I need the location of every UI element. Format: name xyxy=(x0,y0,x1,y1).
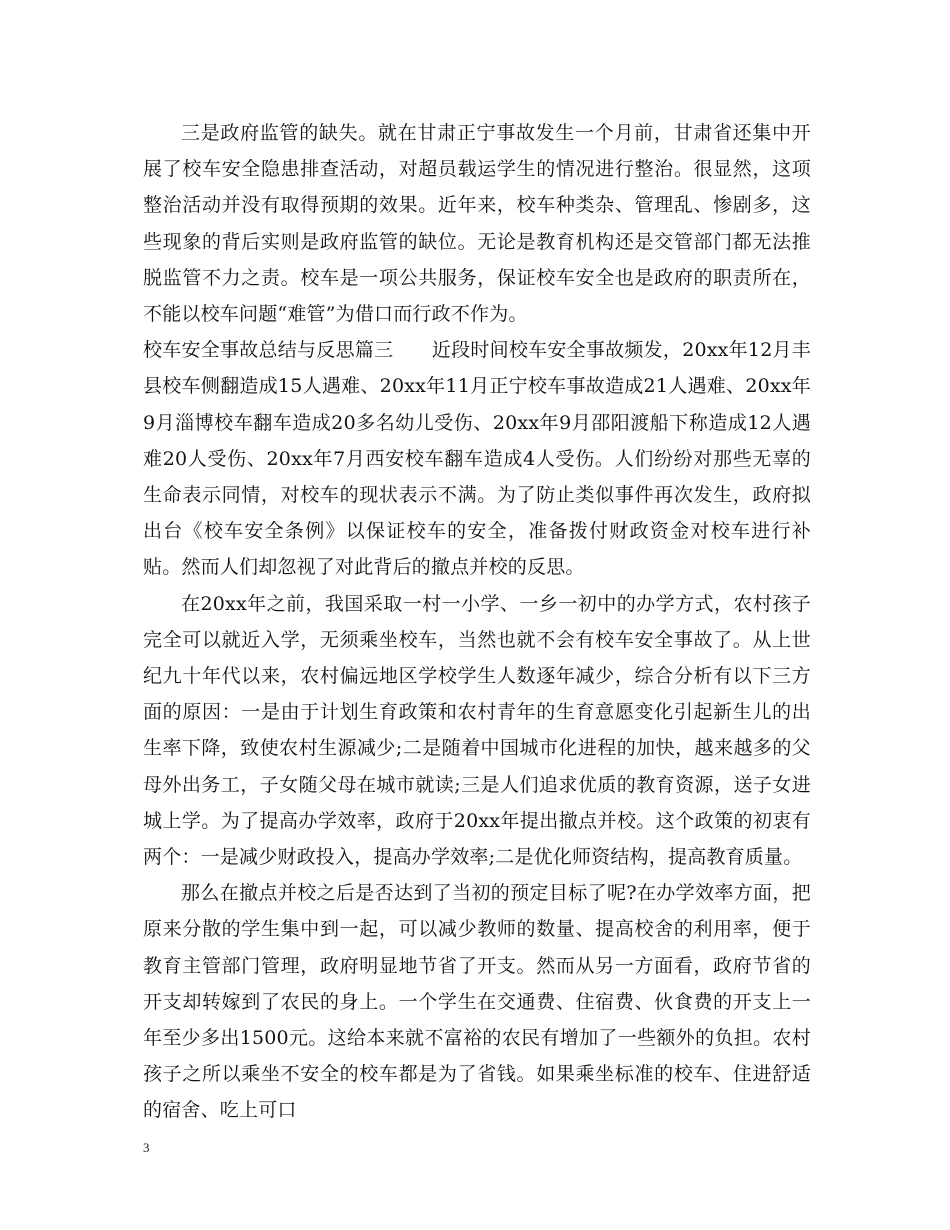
paragraph-section-three-heading: 校车安全事故总结与反思篇三 近段时间校车安全事故频发，20xx年12月丰县校车侧翻造成15人遇难、20xx年11月正宁校车事故造成21人遇难、20xx年9月淄博校车翻车造成20多名幼儿受伤、20xx年9月邵阳渡船下称造成12人遇难20人受伤、20xx年7月西安校车翻车造成4人受伤。人们纷纷对那些无辜的生命表示同情，对校车的现状表示不满。为了防止类似事件再次发生，政府拟出台《校车安全条例》以保证校车的安全，准备拨付财政资金对校车进行补贴。然而人们却忽视了对此背后的撤点并校的反思。 xyxy=(143,339,811,579)
paragraph-consolidation-effects: 那么在撤点并校之后是否达到了当初的预定目标了呢?在办学效率方面，把原来分散的学生集中到一起，可以减少教师的数量、提高校舍的利用率，便于教育主管部门管理，政府明显地节省了开支。然而从另一方面看，政府节省的开支却转嫁到了农民的身上。一个学生在交通费、住宿费、伙食费的开支上一年至少多出1500元。这给本来就不富裕的农民有增加了一些额外的负担。农村孩子之所以乘坐不安全的校车都是为了省钱。如果乘坐标准的校车、住进舒适的宿舍、吃上可口 xyxy=(143,882,811,1122)
paragraph-government-supervision: 三是政府监管的缺失。就在甘肃正宁事故发生一个月前，甘肃省还集中开展了校车安全隐患排查活动，对超员载运学生的情况进行整治。很显然，这项整治活动并没有取得预期的效果。近年来，校车种类杂、管理乱、惨剧多，这些现象的背后实则是政府监管的缺位。无论是教育机构还是交管部门都无法推脱监管不力之责。校车是一项公共服务，保证校车安全也是政府的职责所在，不能以校车问题“难管”为借口而行政不作为。 xyxy=(143,122,811,326)
document-body xyxy=(143,115,811,1129)
page-number: 3 xyxy=(143,1140,150,1155)
paragraph-school-consolidation-background: 在20xx年之前，我国采取一村一小学、一乡一初中的办学方式，农村孩子完全可以就近入学，无须乘坐校车，当然也就不会有校车安全事故了。从上世纪九十年代以来，农村偏远地区学校学生人数逐年减少，综合分析有以下三方面的原因：一是由于计划生育政策和农村青年的生育意愿变化引起新生儿的出生率下降，致使农村生源减少;二是随着中国城市化进程的加快，越来越多的父母外出务工，子女随父母在城市就读;三是人们追求优质的教育资源，送子女进城上学。为了提高办学效率，政府于20xx年提出撤点并校。这个政策的初衷有两个：一是减少财政投入，提高办学效率;二是优化师资结构，提高教育质量。 xyxy=(143,592,811,869)
